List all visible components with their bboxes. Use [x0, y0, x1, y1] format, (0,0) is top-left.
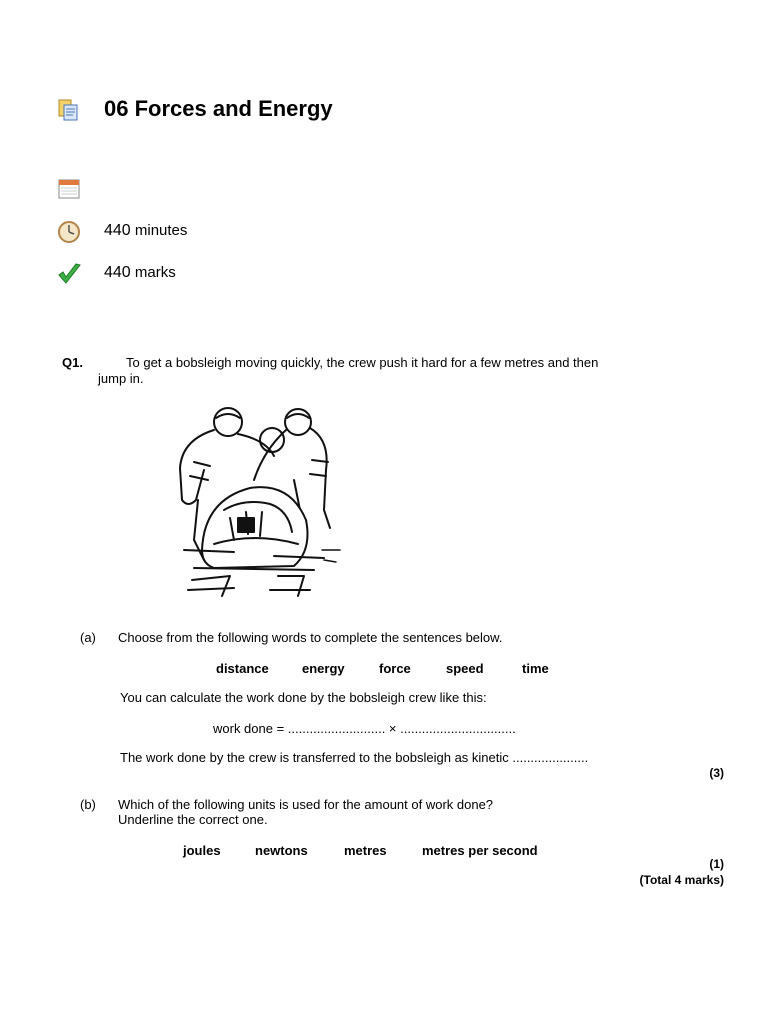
time-unit: minutes	[134, 222, 188, 239]
total-marks	[104, 264, 176, 282]
part-b-label: (b)	[80, 797, 96, 812]
unit-options	[0, 843, 768, 861]
clock-icon	[56, 219, 82, 245]
unit-metres-per-second: metres per second	[422, 843, 538, 858]
part-a-instruction: Choose from the following words to complete the sentences below.	[118, 630, 503, 645]
page-title: 06 Forces and Energy	[104, 96, 333, 121]
word-time: time	[522, 661, 549, 676]
word-speed: speed	[446, 661, 484, 676]
unit-metres: metres	[344, 843, 387, 858]
part-b-question: Which of the following units is used for the amount of work done?	[118, 797, 494, 812]
marks-unit: marks	[134, 264, 176, 281]
question-intro-line1: To get a bobsleigh moving quickly, the crew push it hard for a few metres and then	[126, 355, 599, 370]
unit-joules: joules	[183, 843, 221, 858]
work-done-formula: work done = ........................... × ................................	[213, 721, 516, 736]
question-intro-line2: jump in.	[98, 371, 144, 386]
time-allowed	[104, 222, 187, 240]
part-b-instruction: Underline the correct one.	[118, 812, 268, 827]
word-energy: energy	[302, 661, 345, 676]
question-intro	[98, 355, 658, 387]
total-marks-label: (Total 4 marks)	[639, 873, 724, 887]
part-a-sentence1: You can calculate the work done by the bobsleigh crew like this:	[120, 690, 487, 705]
question-number: Q1.	[62, 355, 83, 370]
checkmark-icon	[56, 261, 82, 287]
document-icon	[56, 98, 82, 124]
part-a-marks: (3)	[709, 766, 724, 780]
part-b-marks: (1)	[709, 857, 724, 871]
part-a-label: (a)	[80, 630, 96, 645]
bobsleigh-image	[174, 400, 342, 604]
unit-newtons: newtons	[255, 843, 308, 858]
word-distance: distance	[216, 661, 269, 676]
time-value: 440	[104, 222, 131, 239]
calendar-icon	[56, 176, 82, 202]
word-force: force	[379, 661, 411, 676]
marks-value: 440	[104, 264, 131, 281]
word-bank	[0, 661, 768, 679]
part-a-sentence2: The work done by the crew is transferred to the bobsleigh as kinetic .....................	[120, 750, 589, 765]
